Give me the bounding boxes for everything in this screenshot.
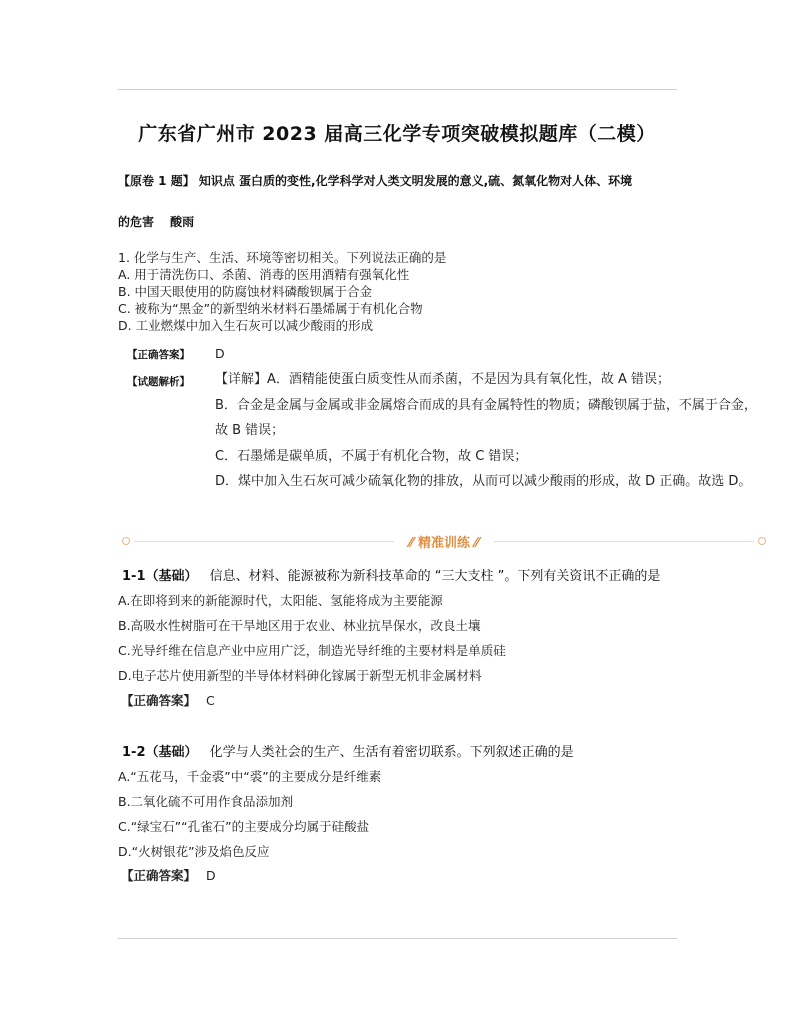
page-title: 广东省广州市 2023 届高三化学专项突破模拟题库（二模） bbox=[138, 123, 656, 145]
option-a: A.在即将到来的新能源时代，太阳能、氢能将成为主要能源 bbox=[118, 593, 443, 608]
top-divider bbox=[118, 89, 677, 90]
practice-1-2-answer bbox=[121, 866, 216, 884]
analysis-line-c: C．石墨烯是碳单质，不属于有机化合物，故 C 错误； bbox=[215, 448, 528, 464]
option-a: A. 用于清洗伤口、杀菌、消毒的医用酒精有强氧化性 bbox=[118, 267, 410, 282]
option-c: C. 被称为“黑金”的新型纳米材料石墨烯属于有机化合物 bbox=[118, 301, 423, 316]
practice-1-1-answer bbox=[121, 691, 215, 709]
source-line-2: 的危害 酸雨 bbox=[118, 215, 195, 229]
analysis-line-a: 【详解】A．酒精能使蛋白质变性从而杀菌，不是因为具有氧化性，故 A 错误； bbox=[215, 372, 671, 387]
option-b: B. 中国天眼使用的防腐蚀材料磷酸钡属于合金 bbox=[118, 284, 373, 299]
practice-stem: 信息、材料、能源被称为新科技革命的 “三大支柱 ”。下列有关资讯不正确的是 bbox=[209, 569, 661, 584]
answer-label: 【正确答案】 bbox=[127, 349, 190, 361]
answer-value: C bbox=[206, 693, 215, 708]
answer-value: D bbox=[206, 868, 216, 883]
option-c: C.光导纤维在信息产业中应用广泛，制造光导纤维的主要材料是单质硅 bbox=[118, 643, 506, 658]
analysis-line-d: D．煤中加入生石灰可减少硫氧化物的排放，从而可以减少酸雨的形成，故 D 正确。故选 D。 bbox=[215, 474, 752, 489]
analysis-line-b: B．合金是金属与金属或非金属熔合而成的具有金属特性的物质；磷酸钡属于盐，不属于合金，故 B 错误； bbox=[215, 397, 757, 438]
option-d: D. 工业燃煤中加入生石灰可以减少酸雨的形成 bbox=[118, 318, 374, 333]
answer-label: 【正确答案】 bbox=[121, 868, 197, 883]
option-b: B.二氧化硫不可用作食品添加剂 bbox=[118, 794, 294, 809]
practice-number: 1-1（基础） bbox=[122, 569, 198, 584]
slash-decor-icon: ⁄⁄ bbox=[409, 536, 418, 551]
answer-label: 【正确答案】 bbox=[121, 693, 197, 708]
practice-1-2-header bbox=[122, 741, 574, 760]
practice-1-1-header bbox=[122, 565, 660, 584]
answer-value: D bbox=[215, 346, 225, 361]
option-d: D.电子芯片使用新型的半导体材料砷化镓属于新型无机非金属材料 bbox=[118, 668, 482, 683]
option-b: B.高吸水性树脂可在干旱地区用于农业、林业抗旱保水，改良土壤 bbox=[118, 618, 481, 633]
option-c: C.“绿宝石”“孔雀石”的主要成分均属于硅酸盐 bbox=[118, 819, 370, 834]
option-a: A.“五花马，千金裘”中“裘”的主要成分是纤维素 bbox=[118, 769, 382, 784]
section-banner bbox=[118, 531, 770, 551]
slash-decor-icon: ⁄⁄ bbox=[470, 536, 479, 551]
bottom-divider bbox=[118, 938, 677, 939]
option-d: D.“火树银花”涉及焰色反应 bbox=[118, 844, 270, 859]
original-question bbox=[118, 249, 446, 334]
question-stem: 1. 化学与生产、生活、环境等密切相关。下列说法正确的是 bbox=[118, 250, 447, 265]
banner-title: ⁄⁄ 精准训练 ⁄⁄ bbox=[409, 536, 479, 551]
source-line-1: 【原卷 1 题】 知识点 蛋白质的变性,化学科学对人类文明发展的意义,硫、氮氧化物对人体、环境 bbox=[118, 174, 633, 188]
practice-stem: 化学与人类社会的生产、生活有着密切联系。下列叙述正确的是 bbox=[209, 745, 574, 760]
practice-number: 1-2（基础） bbox=[122, 745, 198, 760]
analysis-body bbox=[215, 367, 761, 495]
analysis-label: 【试题解析】 bbox=[127, 376, 190, 388]
